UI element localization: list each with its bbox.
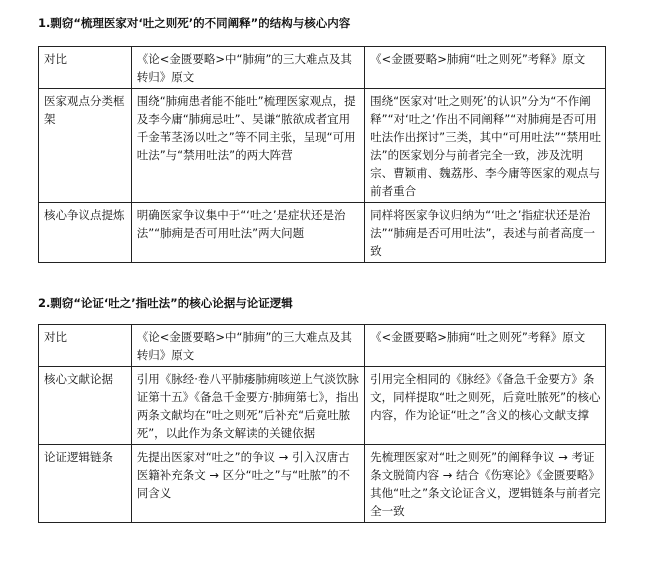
table-header-row bbox=[39, 325, 606, 367]
header-cell-source-copy: 《<金匮要略>肺痈“吐之则死”考释》原文 bbox=[365, 325, 606, 367]
copy-text-cell: 围绕“医家对‘吐之则死’的认识”分为“不作阐释”“对‘吐之’作出不同阐释”“对肺痈是否可用吐法作出探讨”三类，其中“可用吐法”“禁用吐法”的医家划分与前者完全一致，涉及沈明宗、曹颖甫、魏荔彤、李今庸等医家的观点与前者重合 bbox=[365, 89, 606, 203]
header-cell-source-original: 《论<金匮要略>中“肺痈”的三大难点及其转归》原文 bbox=[131, 325, 364, 367]
original-text-cell: 围绕“肺痈患者能不能吐”梳理医家观点，提及李今庸“肺痈忌吐”、吴谦“脓欲成者宜用千金苇茎汤以吐之”等不同主张，呈现“可用吐法”与“禁用吐法”的两大阵营 bbox=[131, 89, 364, 203]
header-cell-compare: 对比 bbox=[39, 325, 132, 367]
copy-text-cell: 同样将医家争议归纳为“‘吐之’指症状还是治法”“肺痈是否可用吐法”，表述与前者高度一致 bbox=[365, 203, 606, 263]
copy-text-cell: 先梳理医家对“吐之则死”的阐释争议 → 考证条文脱简内容 → 结合《伤寒论》《金匮要略》其他“吐之”条文论证含义，逻辑链条与前者完全一致 bbox=[365, 445, 606, 523]
table-header-row bbox=[39, 47, 606, 89]
header-cell-compare: 对比 bbox=[39, 47, 132, 89]
row-label: 核心文献论据 bbox=[39, 367, 132, 445]
row-label: 论证逻辑链条 bbox=[39, 445, 132, 523]
header-cell-source-original: 《论<金匮要略>中“肺痈”的三大难点及其转归》原文 bbox=[131, 47, 364, 89]
section-1-heading: 1.剽窃“梳理医家对‘吐之则死’的不同阐释”的结构与核心内容 bbox=[38, 16, 351, 30]
header-cell-source-copy: 《<金匮要略>肺痈“吐之则死”考释》原文 bbox=[365, 47, 606, 89]
table-row bbox=[39, 445, 606, 523]
comparison-table-1 bbox=[38, 46, 606, 263]
original-text-cell: 明确医家争议集中于“‘吐之’是症状还是治法”“肺痈是否可用吐法”两大问题 bbox=[131, 203, 364, 263]
section-2-heading: 2.剽窃“论证‘吐之’指吐法”的核心论据与论证逻辑 bbox=[38, 296, 293, 310]
table-row bbox=[39, 203, 606, 263]
comparison-table-2 bbox=[38, 324, 606, 523]
table-row bbox=[39, 367, 606, 445]
table-row bbox=[39, 89, 606, 203]
original-text-cell: 先提出医家对“吐之”的争议 → 引入汉唐古医籍补充条文 → 区分“吐之”与“吐脓”的不同含义 bbox=[131, 445, 364, 523]
row-label: 核心争议点提炼 bbox=[39, 203, 132, 263]
copy-text-cell: 引用完全相同的《脉经》《备急千金要方》条文，同样提取“吐之则死，后竟吐脓死”的核心内容，作为论证“吐之”含义的核心文献支撑 bbox=[365, 367, 606, 445]
row-label: 医家观点分类框架 bbox=[39, 89, 132, 203]
original-text-cell: 引用《脉经·卷八平肺痿肺痈咳逆上气淡饮脉证第十五》《备急千金要方·肺痈第七》，指出两条文献均在“吐之则死”后补充“后竟吐脓死”，以此作为条文解读的关键依据 bbox=[131, 367, 364, 445]
